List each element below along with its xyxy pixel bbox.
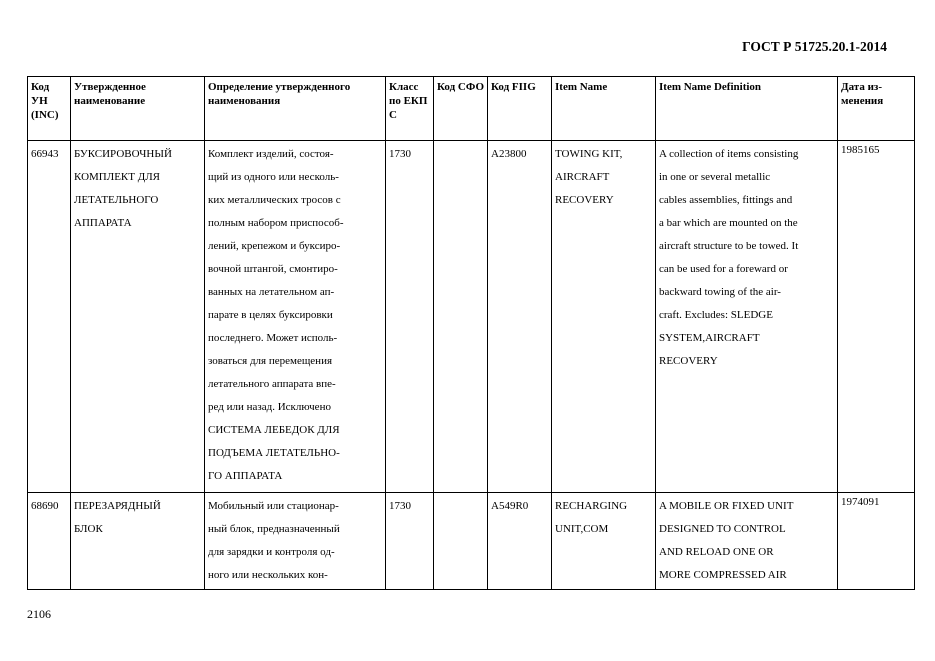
cell-sfo <box>434 493 488 590</box>
cell-date: 1974091 <box>838 493 915 590</box>
cell-name: БУКСИРОВОЧНЫЙ КОМПЛЕКТ ДЛЯ ЛЕТАТЕЛЬНОГО АППАРАТА <box>71 141 205 493</box>
cell-definition: Мобильный или стационар- ный блок, предназначенный для зарядки и контроля од- ного или нескольких кон- <box>205 493 386 590</box>
col-header-item-definition: Item Name Definition <box>656 77 838 141</box>
col-header-definition: Определение утвержденного наименования <box>205 77 386 141</box>
cell-item-definition: A collection of items consisting in one or several metallic cables assemblies, fittings and a bar which are mounted on the aircraft structure to be towed. It can be used for a foreward or backward towing of the air- craft. Excludes: SLEDGE SYSTEM,AIRCRAFT RECOVERY <box>656 141 838 493</box>
col-header-fiig: Код FIIG <box>488 77 552 141</box>
cell-date: 1985165 <box>838 141 915 493</box>
page-number: 2106 <box>27 607 51 621</box>
col-header-name: Утвержденное наименование <box>71 77 205 141</box>
cell-inc: 66943 <box>28 141 71 493</box>
table-row <box>28 141 915 493</box>
cell-item-name: TOWING KIT, AIRCRAFT RECOVERY <box>552 141 656 493</box>
col-header-inc: Код УН (INC) <box>28 77 71 141</box>
cell-sfo <box>434 141 488 493</box>
table-row <box>28 493 915 590</box>
col-header-sfo: Код СФО <box>434 77 488 141</box>
cell-item-definition: A MOBILE OR FIXED UNIT DESIGNED TO CONTROL AND RELOAD ONE OR MORE COMPRESSED AIR <box>656 493 838 590</box>
cell-definition: Комплект изделий, состоя- щий из одного или несколь- ких металлических тросов с полным набором приспособ- лений, крепежом и буксиро- вочной штангой, смонтиро- ванных на летательном ап- парате в целях буксировки последнего. Может исполь- зоваться для перемещения летательного аппарата впе- ред или назад. Исключено СИСТЕМА ЛЕБЕДОК ДЛЯ ПОДЪЕМА ЛЕТАТЕЛЬНО- ГО АППАРАТА <box>205 141 386 493</box>
header-row <box>28 77 915 141</box>
data-table <box>27 76 915 590</box>
cell-item-name: RECHARGING UNIT,COM <box>552 493 656 590</box>
cell-fiig: A23800 <box>488 141 552 493</box>
cell-class: 1730 <box>386 141 434 493</box>
cell-inc: 68690 <box>28 493 71 590</box>
col-header-date: Дата из-менения <box>838 77 915 141</box>
cell-class: 1730 <box>386 493 434 590</box>
document-header: ГОСТ Р 51725.20.1-2014 <box>742 39 887 54</box>
col-header-class: Класс по ЕКП С <box>386 77 434 141</box>
col-header-item-name: Item Name <box>552 77 656 141</box>
cell-name: ПЕРЕЗАРЯДНЫЙ БЛОК <box>71 493 205 590</box>
cell-fiig: A549R0 <box>488 493 552 590</box>
